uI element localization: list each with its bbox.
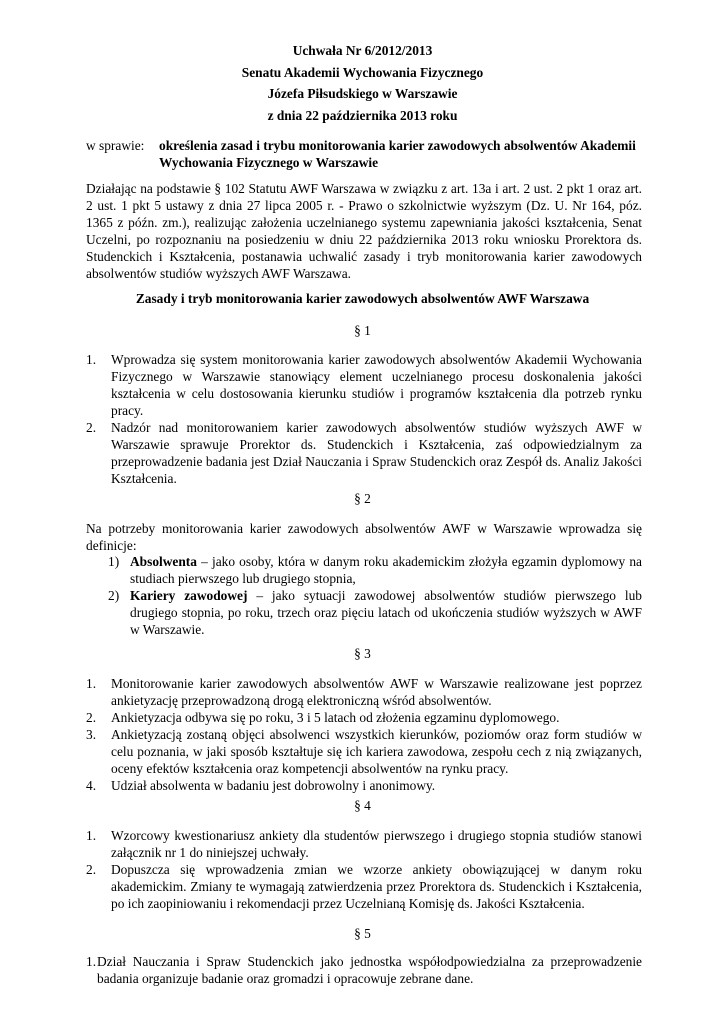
section-4-list	[86, 827, 642, 912]
definitions-list	[108, 553, 642, 638]
definition-item	[108, 587, 642, 638]
section-4-title: § 4	[354, 798, 371, 813]
list-item-number: 1.	[86, 352, 97, 367]
section-3-list	[86, 675, 642, 794]
list-item	[86, 709, 642, 726]
list-item-number: 4.	[86, 778, 97, 793]
list-item	[86, 777, 642, 794]
resolution-header	[0, 40, 725, 126]
list-item-number: 2.	[86, 862, 97, 877]
list-item-text: Ankietyzacją zostaną objęci absolwenci wszystkich kierunków, poziomów oraz form studiów w celu poznania, w jaki sposób kształtuje się ich kariera zawodowa, zespołu cech z nią związanych, oceny efektów kształcenia oraz kompetencji absolwentów na rynku pracy.	[111, 727, 642, 776]
definition-text: – jako osoby, która w danym roku akademickim złożyła egzamin dyplomowy na studiach pierwszego lub drugiego stopnia,	[130, 554, 642, 586]
list-item-number: 2.	[86, 420, 97, 435]
list-item-text: Monitorowanie karier zawodowych absolwentów AWF w Warszawie realizowane jest poprzez ankietyzację przeprowadzoną drogą elektroniczną wśród absolwentów.	[111, 676, 642, 708]
list-item	[86, 953, 642, 987]
definition-term: Absolwenta	[130, 554, 197, 569]
definition-item	[108, 553, 642, 587]
list-item-number: 2.	[86, 710, 97, 725]
list-item-text: Ankietyzacja odbywa się po roku, 3 i 5 latach od złożenia egzaminu dyplomowego.	[111, 710, 560, 725]
list-item-number: 3.	[86, 727, 97, 742]
definition-number: 2)	[108, 588, 120, 603]
section-5-list	[86, 953, 642, 987]
list-item-text: Dopuszcza się wprowadzenia zmian we wzorze ankiety obowiązującej w danym roku akademickim. Zmiany te wymagają zatwierdzenia przez Prorektora ds. Studenckich i Kształcenia, po ich zaopiniowaniu i rekomendacji przez Uczelnianą Komisję ds. Jakości Kształcenia.	[111, 862, 642, 911]
definition-number: 1)	[108, 554, 120, 569]
list-item-text: Udział absolwenta w badaniu jest dobrowolny i anonimowy.	[111, 778, 436, 793]
list-item-text: Nadzór nad monitorowaniem karier zawodowych absolwentów studiów wyższych AWF w Warszawie sprawuje Prorektor ds. Studenckich i Kształcenia, zaś odpowiedzialnym za przeprowadzenie badania jest Dział Nauczania i Spraw Studenckich oraz Zespół ds. Analiz Jakości Kształcenia.	[111, 420, 642, 486]
list-item	[86, 827, 642, 861]
list-item	[86, 351, 642, 419]
section-1-title: § 1	[354, 323, 371, 338]
section-2-intro: Na potrzeby monitorowania karier zawodowych absolwentów AWF w Warszawie wprowadza się definicje:	[86, 521, 642, 553]
resolution-date: z dnia 22 października 2013 roku	[267, 107, 458, 123]
list-item	[86, 675, 642, 709]
list-item	[86, 726, 642, 777]
section-3-title: § 3	[354, 646, 371, 661]
list-item	[86, 419, 642, 487]
topic-text: określenia zasad i trybu monitorowania karier zawodowych absolwentów Akademii Wychowania Fizycznego w Warszawie	[159, 138, 636, 170]
resolution-issuer-patron: Józefa Piłsudskiego w Warszawie	[267, 86, 458, 101]
section-2-title: § 2	[354, 491, 371, 506]
rules-title: Zasady i tryb monitorowania karier zawodowych absolwentów AWF Warszawa	[135, 291, 590, 306]
list-item	[86, 861, 642, 912]
topic-label: w sprawie:	[86, 138, 145, 153]
resolution-number: Uchwała Nr 6/2012/2013	[292, 43, 433, 58]
list-item-text: Dział Nauczania i Spraw Studenckich jako jednostka współodpowiedzialna za przeprowadzenie badania organizuje badanie oraz gromadzi i opracowuje zebrane dane.	[97, 954, 642, 986]
resolution-issuer: Senatu Akademii Wychowania Fizycznego	[241, 64, 484, 80]
section-1-list	[86, 351, 642, 487]
resolution-topic	[86, 137, 642, 171]
list-item-text: Wprowadza się system monitorowania karier zawodowych absolwentów Akademii Wychowania Fizycznego w Warszawie stanowiący element uczelnianego procesu doskonalenia jakości kształcenia w celu dostosowania kierunku studiów i programów kształcenia dla potrzeb rynku pracy.	[111, 352, 642, 418]
section-5-title: § 5	[354, 926, 371, 941]
list-item-number: 1.	[86, 828, 97, 843]
preamble: Działając na podstawie § 102 Statutu AWF Warszawa w związku z art. 13a i art. 2 ust. 2 pkt 1 oraz art. 2 ust. 1 pkt 5 ustawy z dnia 27 lipca 2005 r. - Prawo o szkolnictwie wyższym (Dz. U. Nr 164, póz. 1365 z późn. zm.), realizując założenia uczelnianego systemu zapewniania jakości kształcenia, Senat Uczelni, po rozpoznaniu na posiedzeniu w dniu 22 października 2013 roku wniosku Prorektora ds. Studenckich i Kształcenia, postanawia uchwalić zasady i tryb monitorowania karier zawodowych absolwentów studiów wyższych AWF Warszawa.	[86, 181, 642, 281]
list-item-number: 1.	[86, 676, 97, 691]
list-item-number: 1.	[86, 954, 97, 969]
definition-term: Kariery zawodowej	[130, 588, 248, 603]
definition-text: – jako sytuacji zawodowej absolwentów studiów pierwszego lub drugiego stopnia, po roku, trzech oraz pięciu latach od ukończenia studiów wyższych w AWF w Warszawie.	[130, 588, 642, 637]
list-item-text: Wzorcowy kwestionariusz ankiety dla studentów pierwszego i drugiego stopnia studiów stanowi załącznik nr 1 do niniejszej uchwały.	[111, 828, 642, 860]
